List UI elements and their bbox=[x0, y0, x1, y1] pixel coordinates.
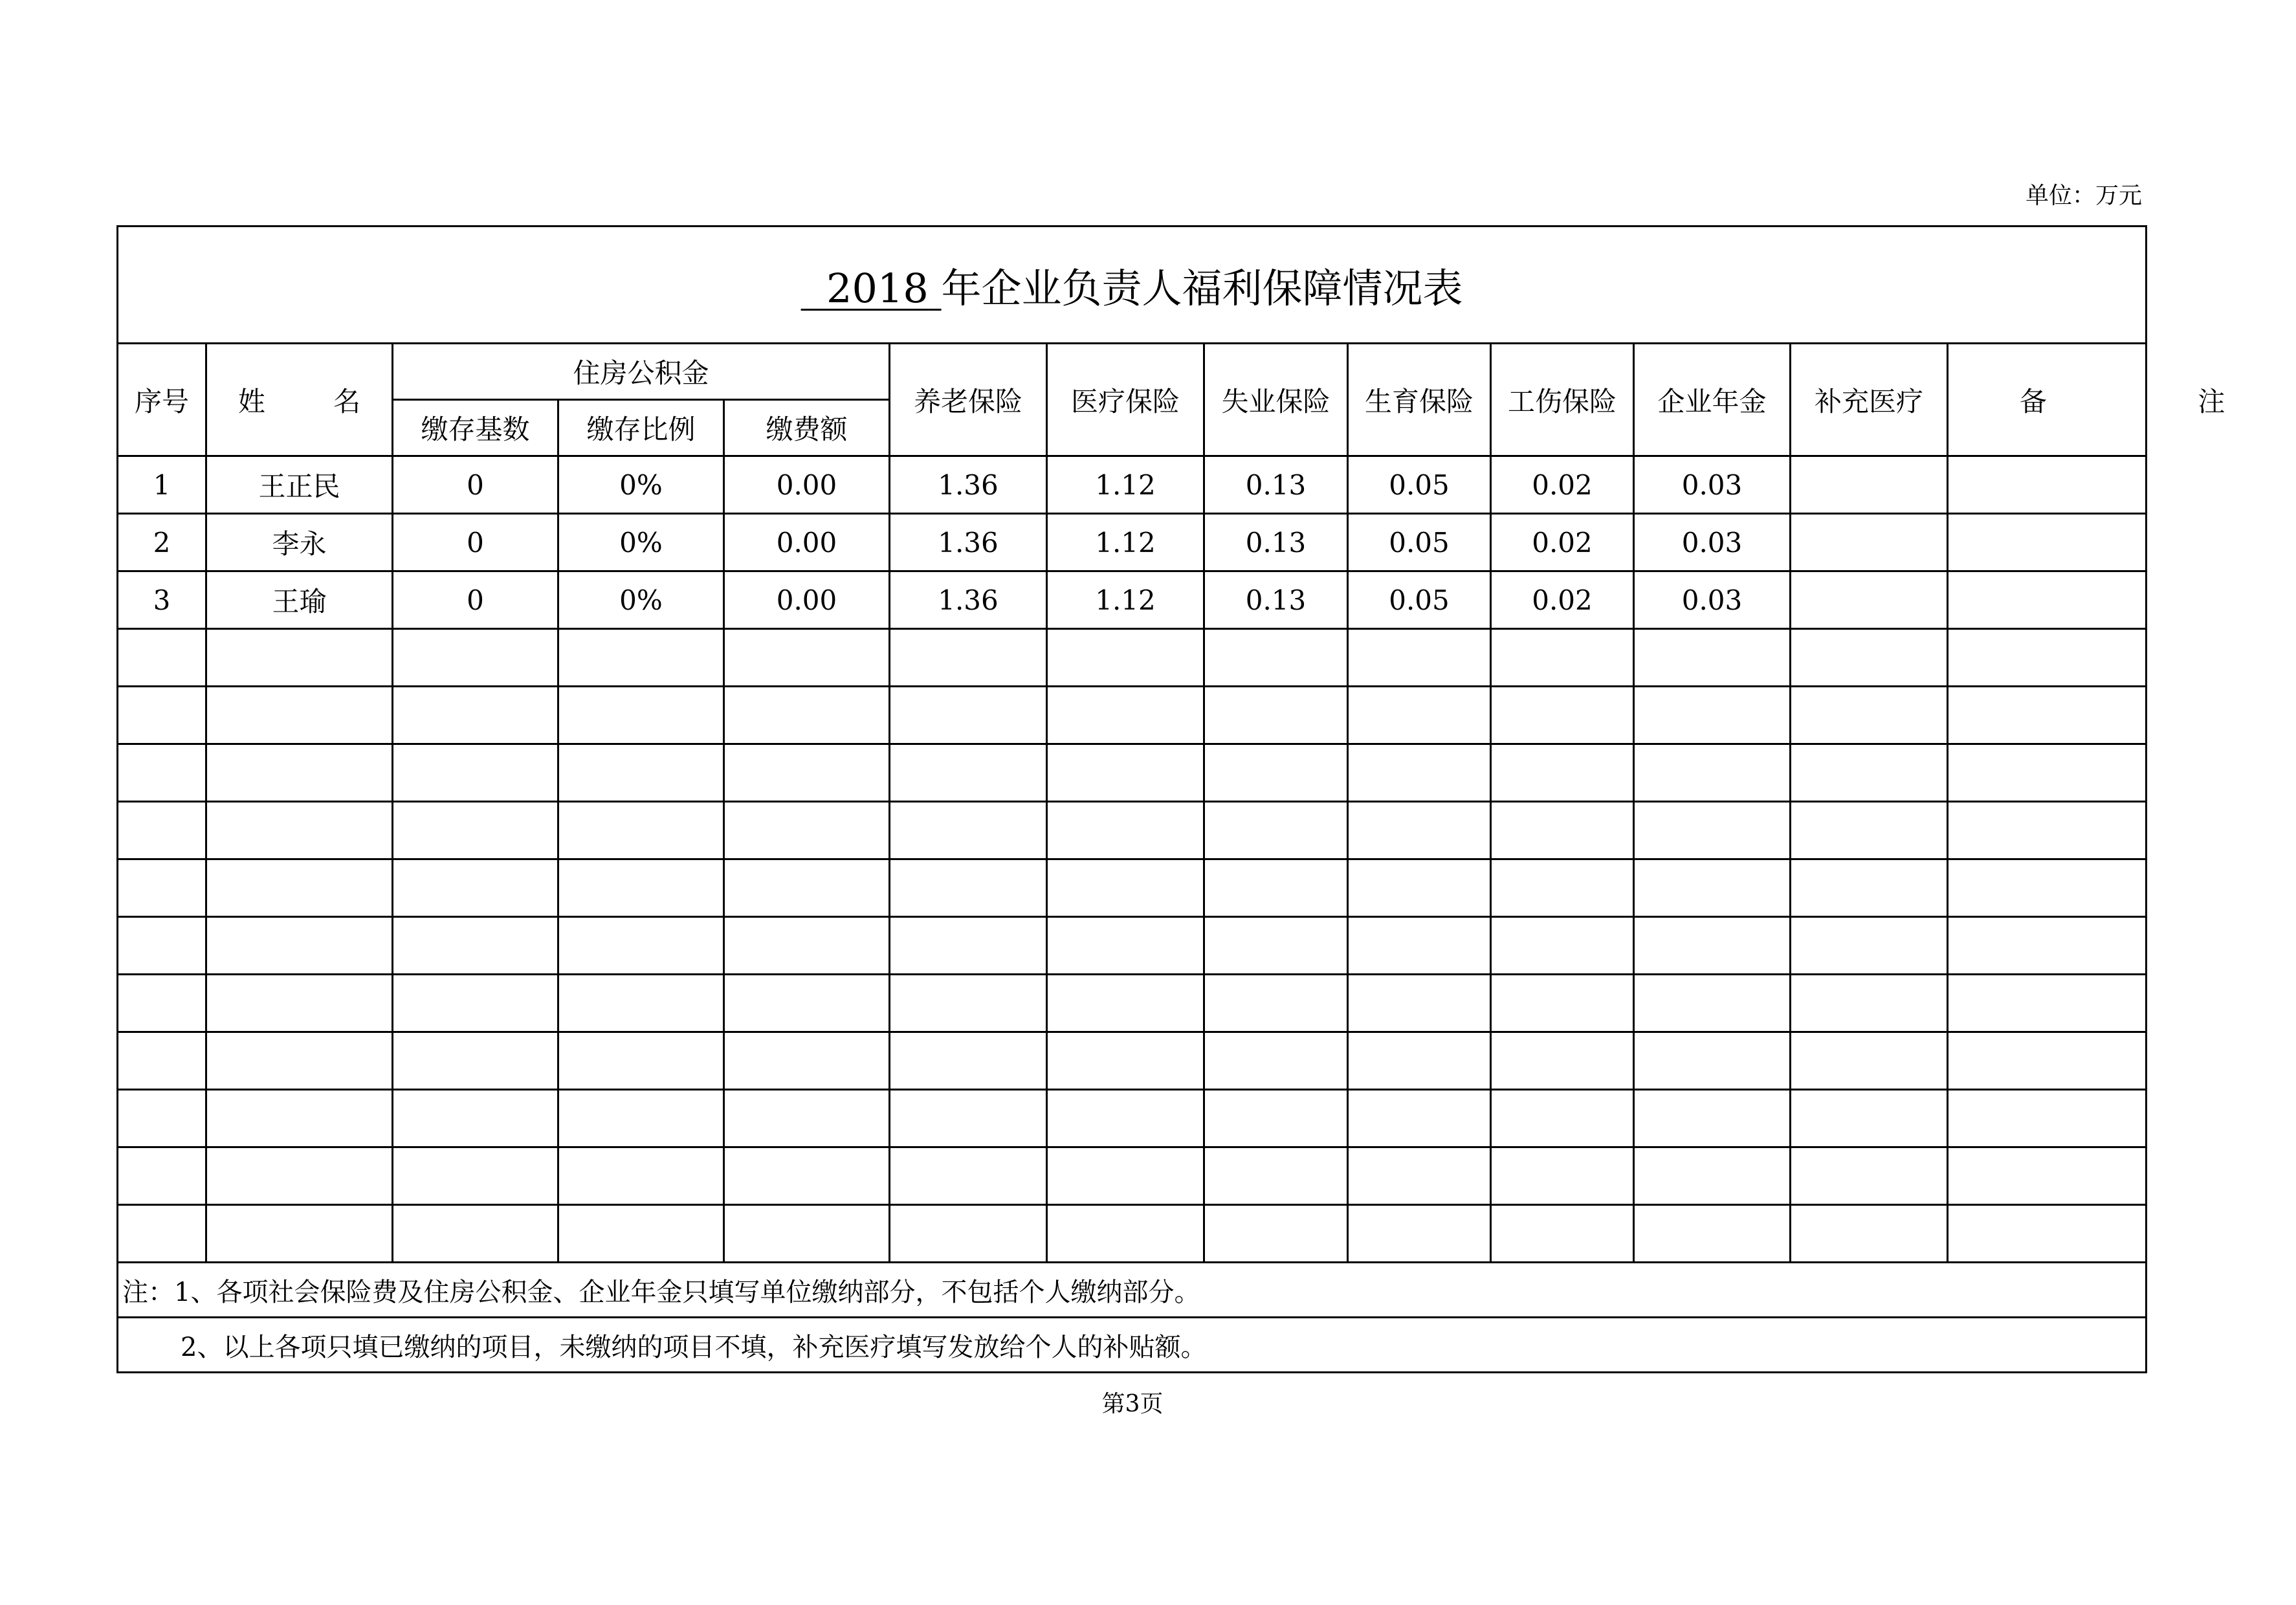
cell-supplementary-medical bbox=[1791, 456, 1948, 514]
empty-cell bbox=[1791, 975, 1948, 1032]
cell-name: 王瑜 bbox=[206, 571, 393, 629]
empty-cell bbox=[1204, 1090, 1348, 1147]
empty-cell bbox=[1948, 687, 2147, 744]
empty-cell bbox=[1204, 687, 1348, 744]
empty-cell bbox=[1491, 1205, 1634, 1263]
empty-cell bbox=[1634, 687, 1791, 744]
empty-cell bbox=[1634, 1032, 1791, 1090]
empty-cell bbox=[1634, 1147, 1791, 1205]
empty-cell bbox=[1634, 629, 1791, 687]
empty-cell bbox=[393, 687, 558, 744]
empty-cell bbox=[1204, 744, 1348, 802]
empty-cell bbox=[1204, 1205, 1348, 1263]
cell-housing-base: 0 bbox=[393, 456, 558, 514]
empty-cell bbox=[558, 629, 724, 687]
empty-cell bbox=[724, 975, 890, 1032]
empty-cell bbox=[1348, 629, 1491, 687]
welfare-table-container bbox=[116, 225, 2296, 1371]
table-row bbox=[118, 456, 2147, 514]
empty-cell bbox=[1348, 1032, 1491, 1090]
empty-cell bbox=[890, 744, 1047, 802]
header-pension: 养老保险 bbox=[890, 344, 1047, 456]
empty-cell bbox=[393, 1090, 558, 1147]
empty-cell bbox=[1204, 629, 1348, 687]
empty-row bbox=[118, 687, 2147, 744]
empty-cell bbox=[890, 975, 1047, 1032]
cell-seq: 1 bbox=[118, 456, 206, 514]
empty-cell bbox=[1491, 859, 1634, 917]
cell-housing-ratio: 0% bbox=[558, 571, 724, 629]
empty-cell bbox=[724, 687, 890, 744]
empty-cell bbox=[206, 744, 393, 802]
empty-cell bbox=[724, 744, 890, 802]
empty-cell bbox=[1047, 917, 1204, 975]
empty-cell bbox=[1204, 917, 1348, 975]
cell-name: 李永 bbox=[206, 514, 393, 571]
empty-cell bbox=[558, 802, 724, 859]
empty-cell bbox=[206, 1032, 393, 1090]
empty-cell bbox=[1204, 975, 1348, 1032]
empty-cell bbox=[1948, 1032, 2147, 1090]
empty-cell bbox=[558, 1205, 724, 1263]
empty-cell bbox=[1491, 1090, 1634, 1147]
empty-row bbox=[118, 629, 2147, 687]
cell-injury: 0.02 bbox=[1491, 514, 1634, 571]
empty-cell bbox=[1634, 1090, 1791, 1147]
empty-cell bbox=[1948, 859, 2147, 917]
table-row bbox=[118, 514, 2147, 571]
empty-cell bbox=[890, 917, 1047, 975]
empty-cell bbox=[118, 1205, 206, 1263]
empty-cell bbox=[558, 1090, 724, 1147]
empty-cell bbox=[1634, 802, 1791, 859]
header-supplementary-medical: 补充医疗 bbox=[1791, 344, 1948, 456]
empty-cell bbox=[558, 687, 724, 744]
empty-cell bbox=[1791, 917, 1948, 975]
empty-cell bbox=[1491, 687, 1634, 744]
empty-cell bbox=[1348, 744, 1491, 802]
empty-cell bbox=[118, 859, 206, 917]
empty-cell bbox=[1791, 1090, 1948, 1147]
empty-cell bbox=[206, 1205, 393, 1263]
empty-cell bbox=[393, 744, 558, 802]
note-2: 2、以上各项只填已缴纳的项目，未缴纳的项目不填，补充医疗填写发放给个人的补贴额。 bbox=[118, 1318, 2147, 1373]
cell-remark bbox=[1948, 456, 2147, 514]
empty-cell bbox=[1791, 1032, 1948, 1090]
empty-cell bbox=[118, 1147, 206, 1205]
empty-cell bbox=[206, 802, 393, 859]
cell-medical: 1.12 bbox=[1047, 456, 1204, 514]
note-1: 注：1、各项社会保险费及住房公积金、企业年金只填写单位缴纳部分，不包括个人缴纳部分。 bbox=[118, 1263, 2147, 1318]
header-name: 姓 名 bbox=[206, 344, 393, 456]
cell-maternity: 0.05 bbox=[1348, 514, 1491, 571]
cell-annuity: 0.03 bbox=[1634, 514, 1791, 571]
empty-cell bbox=[206, 917, 393, 975]
empty-cell bbox=[118, 744, 206, 802]
empty-cell bbox=[1348, 1205, 1491, 1263]
cell-pension: 1.36 bbox=[890, 514, 1047, 571]
empty-row bbox=[118, 1090, 2147, 1147]
cell-seq: 2 bbox=[118, 514, 206, 571]
empty-cell bbox=[1204, 1032, 1348, 1090]
empty-cell bbox=[393, 802, 558, 859]
empty-cell bbox=[1948, 629, 2147, 687]
header-unemployment: 失业保险 bbox=[1204, 344, 1348, 456]
empty-cell bbox=[558, 917, 724, 975]
empty-cell bbox=[1047, 1205, 1204, 1263]
cell-housing-amount: 0.00 bbox=[724, 456, 890, 514]
empty-cell bbox=[1634, 975, 1791, 1032]
empty-cell bbox=[1791, 687, 1948, 744]
empty-cell bbox=[1047, 744, 1204, 802]
empty-cell bbox=[890, 1032, 1047, 1090]
empty-cell bbox=[724, 1032, 890, 1090]
empty-row bbox=[118, 917, 2147, 975]
empty-cell bbox=[1634, 917, 1791, 975]
cell-unemployment: 0.13 bbox=[1204, 514, 1348, 571]
empty-cell bbox=[890, 802, 1047, 859]
empty-cell bbox=[206, 1090, 393, 1147]
title-year: 2018 bbox=[826, 264, 929, 312]
header-medical: 医疗保险 bbox=[1047, 344, 1204, 456]
title-text: 年企业负责人福利保障情况表 bbox=[941, 264, 1463, 312]
page-number: 第3页 bbox=[1101, 1391, 1164, 1417]
cell-unemployment: 0.13 bbox=[1204, 456, 1348, 514]
empty-cell bbox=[1948, 1090, 2147, 1147]
empty-cell bbox=[393, 629, 558, 687]
empty-cell bbox=[724, 1205, 890, 1263]
empty-cell bbox=[118, 1090, 206, 1147]
cell-injury: 0.02 bbox=[1491, 456, 1634, 514]
header-housing-ratio: 缴存比例 bbox=[558, 400, 724, 456]
empty-cell bbox=[1491, 1032, 1634, 1090]
empty-cell bbox=[724, 1147, 890, 1205]
cell-pension: 1.36 bbox=[890, 456, 1047, 514]
empty-cell bbox=[118, 975, 206, 1032]
empty-cell bbox=[1204, 802, 1348, 859]
cell-housing-base: 0 bbox=[393, 571, 558, 629]
cell-remark bbox=[1948, 514, 2147, 571]
empty-cell bbox=[1948, 1205, 2147, 1263]
empty-cell bbox=[206, 859, 393, 917]
empty-cell bbox=[206, 1147, 393, 1205]
empty-row bbox=[118, 1147, 2147, 1205]
empty-cell bbox=[393, 917, 558, 975]
empty-row bbox=[118, 1032, 2147, 1090]
empty-cell bbox=[724, 1090, 890, 1147]
empty-cell bbox=[1047, 859, 1204, 917]
empty-cell bbox=[1348, 1090, 1491, 1147]
cell-housing-amount: 0.00 bbox=[724, 514, 890, 571]
cell-housing-ratio: 0% bbox=[558, 514, 724, 571]
cell-unemployment: 0.13 bbox=[1204, 571, 1348, 629]
empty-cell bbox=[393, 1147, 558, 1205]
header-annuity: 企业年金 bbox=[1634, 344, 1791, 456]
empty-cell bbox=[724, 629, 890, 687]
empty-cell bbox=[890, 629, 1047, 687]
empty-row bbox=[118, 975, 2147, 1032]
cell-housing-base: 0 bbox=[393, 514, 558, 571]
empty-cell bbox=[393, 859, 558, 917]
empty-cell bbox=[1491, 975, 1634, 1032]
empty-cell bbox=[1634, 1205, 1791, 1263]
cell-annuity: 0.03 bbox=[1634, 456, 1791, 514]
header-injury: 工伤保险 bbox=[1491, 344, 1634, 456]
table-row bbox=[118, 571, 2147, 629]
empty-cell bbox=[206, 687, 393, 744]
empty-cell bbox=[1047, 1090, 1204, 1147]
cell-housing-amount: 0.00 bbox=[724, 571, 890, 629]
cell-seq: 3 bbox=[118, 571, 206, 629]
empty-cell bbox=[118, 917, 206, 975]
empty-cell bbox=[1791, 744, 1948, 802]
empty-cell bbox=[1348, 917, 1491, 975]
empty-cell bbox=[890, 1147, 1047, 1205]
empty-cell bbox=[1948, 744, 2147, 802]
empty-cell bbox=[558, 1147, 724, 1205]
header-remark: 备 注 bbox=[1948, 344, 2147, 456]
header-housing-base: 缴存基数 bbox=[393, 400, 558, 456]
empty-row bbox=[118, 802, 2147, 859]
empty-cell bbox=[724, 859, 890, 917]
empty-cell bbox=[558, 744, 724, 802]
empty-cell bbox=[206, 629, 393, 687]
cell-housing-ratio: 0% bbox=[558, 456, 724, 514]
empty-cell bbox=[1491, 629, 1634, 687]
empty-cell bbox=[1348, 802, 1491, 859]
empty-cell bbox=[890, 1205, 1047, 1263]
empty-row bbox=[118, 744, 2147, 802]
empty-cell bbox=[393, 975, 558, 1032]
empty-cell bbox=[1634, 744, 1791, 802]
empty-cell bbox=[558, 859, 724, 917]
header-housing-fund: 住房公积金 bbox=[393, 344, 890, 400]
empty-cell bbox=[724, 802, 890, 859]
cell-maternity: 0.05 bbox=[1348, 456, 1491, 514]
cell-supplementary-medical bbox=[1791, 571, 1948, 629]
empty-cell bbox=[1491, 917, 1634, 975]
empty-cell bbox=[558, 1032, 724, 1090]
empty-cell bbox=[1791, 629, 1948, 687]
empty-cell bbox=[1491, 744, 1634, 802]
cell-injury: 0.02 bbox=[1491, 571, 1634, 629]
empty-cell bbox=[118, 802, 206, 859]
cell-remark bbox=[1948, 571, 2147, 629]
empty-cell bbox=[1948, 975, 2147, 1032]
empty-cell bbox=[1204, 859, 1348, 917]
empty-cell bbox=[1047, 802, 1204, 859]
empty-cell bbox=[1348, 859, 1491, 917]
empty-cell bbox=[393, 1205, 558, 1263]
empty-cell bbox=[1047, 975, 1204, 1032]
empty-cell bbox=[206, 975, 393, 1032]
empty-cell bbox=[1348, 1147, 1491, 1205]
unit-label: 单位：万元 bbox=[2025, 183, 2142, 209]
welfare-table bbox=[116, 225, 2296, 1373]
empty-cell bbox=[890, 1090, 1047, 1147]
empty-cell bbox=[1047, 629, 1204, 687]
empty-cell bbox=[1047, 687, 1204, 744]
cell-name: 王正民 bbox=[206, 456, 393, 514]
empty-cell bbox=[1491, 802, 1634, 859]
empty-cell bbox=[1948, 802, 2147, 859]
empty-row bbox=[118, 859, 2147, 917]
cell-annuity: 0.03 bbox=[1634, 571, 1791, 629]
cell-supplementary-medical bbox=[1791, 514, 1948, 571]
cell-maternity: 0.05 bbox=[1348, 571, 1491, 629]
empty-cell bbox=[1348, 687, 1491, 744]
empty-cell bbox=[118, 629, 206, 687]
empty-cell bbox=[890, 687, 1047, 744]
empty-cell bbox=[890, 859, 1047, 917]
header-seq: 序号 bbox=[118, 344, 206, 456]
empty-cell bbox=[118, 687, 206, 744]
empty-cell bbox=[393, 1032, 558, 1090]
empty-cell bbox=[1791, 802, 1948, 859]
empty-cell bbox=[1791, 859, 1948, 917]
table-title bbox=[118, 227, 2147, 344]
empty-cell bbox=[724, 917, 890, 975]
cell-pension: 1.36 bbox=[890, 571, 1047, 629]
empty-cell bbox=[1047, 1032, 1204, 1090]
empty-cell bbox=[1948, 1147, 2147, 1205]
header-maternity: 生育保险 bbox=[1348, 344, 1491, 456]
empty-cell bbox=[1948, 917, 2147, 975]
cell-medical: 1.12 bbox=[1047, 571, 1204, 629]
cell-medical: 1.12 bbox=[1047, 514, 1204, 571]
empty-cell bbox=[1204, 1147, 1348, 1205]
empty-cell bbox=[1348, 975, 1491, 1032]
empty-cell bbox=[1634, 859, 1791, 917]
empty-row bbox=[118, 1205, 2147, 1263]
header-housing-amount: 缴费额 bbox=[724, 400, 890, 456]
empty-cell bbox=[1047, 1147, 1204, 1205]
empty-cell bbox=[558, 975, 724, 1032]
empty-cell bbox=[118, 1032, 206, 1090]
empty-cell bbox=[1791, 1205, 1948, 1263]
empty-cell bbox=[1791, 1147, 1948, 1205]
empty-cell bbox=[1491, 1147, 1634, 1205]
